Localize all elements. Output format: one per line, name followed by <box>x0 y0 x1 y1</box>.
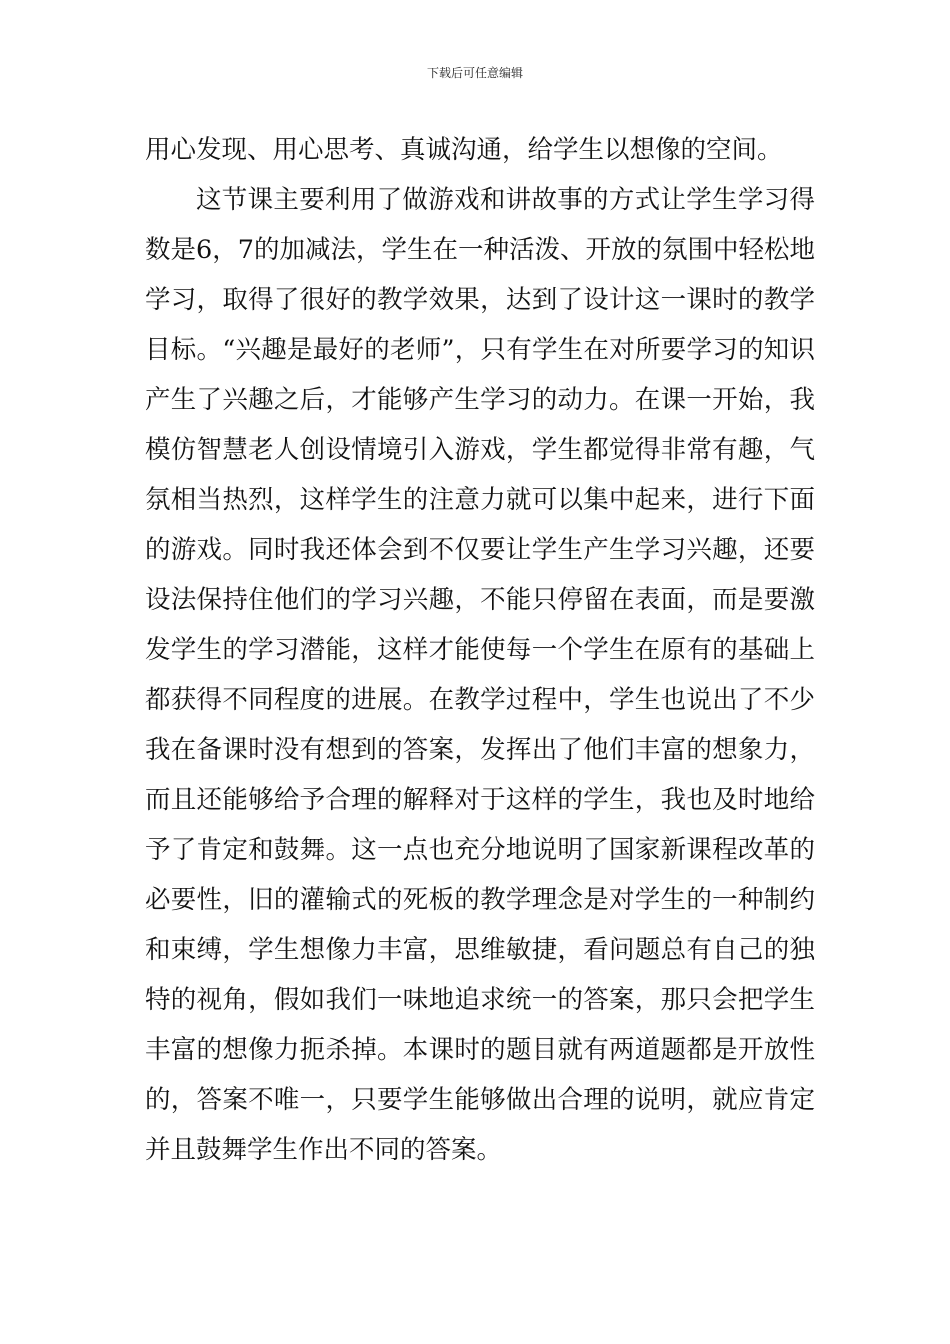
paragraph-continuation: 用心发现、用心思考、真诚沟通，给学生以想像的空间。 <box>145 135 783 165</box>
paragraph-main: 这节课主要利用了做游戏和讲故事的方式让学生学习得数是6，7的加减法，学生在一种活泼、开放的氛围中轻松地学习，取得了很好的教学效果，达到了设计这一课时的教学目标。“兴趣是最好的老师”，只有学生在对所要学习的知识产生了兴趣之后，才能够产生学习的动力。在课一开始，我模仿智慧老人创设情境引入游戏，学生都觉得非常有趣，气氛相当热烈，这样学生的注意力就可以集中起来，进行下面的游戏。同时我还体会到不仅要让学生产生学习兴趣，还要设法保持住他们的学习兴趣，不能只停留在表面，而是要激发学生的学习潜能，这样才能使每一个学生在原有的基础上都获得不同程度的进展。在教学过程中，学生也说出了不少我在备课时没有想到的答案，发挥出了他们丰富的想象力，而且还能够给予合理的解释对于这样的学生，我也及时地给予了肯定和鼓舞。这一点也充分地说明了国家新课程改革的必要性，旧的灌输式的死板的教学理念是对学生的一种制约和束缚，学生想像力丰富，思维敏捷，看问题总有自己的独特的视角，假如我们一味地追求统一的答案，那只会把学生丰富的想像力扼杀掉。本课时的题目就有两道题都是开放性的，答案不唯一，只要学生能够做出合理的说明，就应肯定并且鼓舞学生作出不同的答案。 <box>145 185 815 1165</box>
document-body <box>145 125 815 1175</box>
page-header: 下载后可任意编辑 <box>426 66 523 80</box>
